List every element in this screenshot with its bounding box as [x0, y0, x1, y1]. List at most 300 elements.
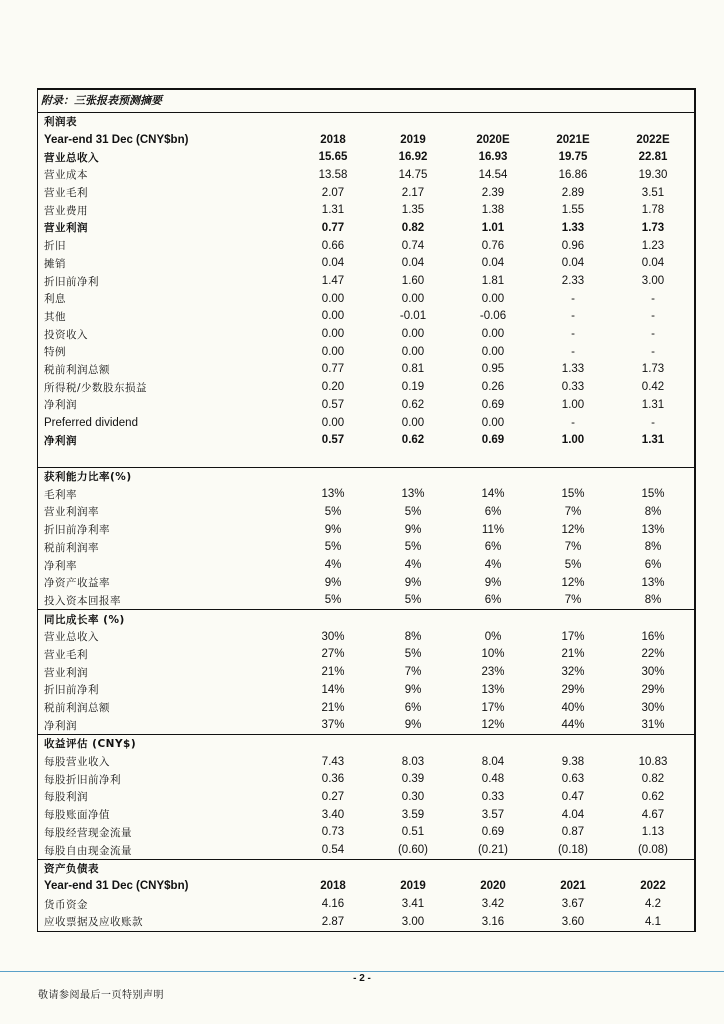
value-cell: 1.73 [641, 363, 665, 376]
value-cell: 13.58 [318, 168, 348, 181]
value-cell: 1.00 [561, 434, 585, 447]
value-cell: 4% [404, 559, 422, 572]
value-cell: 4.67 [641, 808, 665, 821]
section-heading-row [38, 860, 694, 878]
row-label: 营业利润 [44, 222, 88, 235]
value-cell: 11% [481, 523, 505, 536]
value-cell: 0.00 [401, 328, 425, 341]
table-row [38, 699, 694, 717]
value-cell: 1.33 [561, 221, 585, 234]
value-cell: 0.00 [321, 310, 345, 323]
row-label: Preferred dividend [44, 416, 138, 429]
value-cell: - [571, 328, 575, 341]
table-row [38, 681, 694, 699]
year-header: 2021E [556, 133, 590, 146]
value-cell: 14.54 [478, 168, 508, 181]
section-heading-row [38, 113, 694, 131]
value-cell: 1.01 [481, 221, 505, 234]
value-cell: 5% [564, 559, 582, 572]
value-cell: 3.60 [561, 915, 585, 928]
table-row [38, 841, 694, 859]
value-cell: 0.54 [321, 844, 345, 857]
row-label: 净利率 [44, 559, 77, 572]
value-cell: 44% [561, 719, 585, 732]
profitability-heading: 获利能力比率(%) [44, 471, 132, 484]
table-row [38, 574, 694, 592]
value-cell: -0.06 [479, 310, 507, 323]
row-label: 每股账面净值 [44, 809, 110, 822]
value-cell: 32% [561, 666, 585, 679]
table-row [38, 895, 694, 913]
row-label: 应收票据及应收账款 [44, 916, 143, 929]
value-cell: 13% [481, 683, 505, 696]
row-label: 毛利率 [44, 488, 77, 501]
value-cell: 0.00 [401, 292, 425, 305]
year-end-label: Year-end 31 Dec (CNY$bn) [44, 880, 189, 893]
value-cell: 22% [641, 648, 665, 661]
table-row [38, 913, 694, 931]
value-cell: 0.69 [481, 398, 505, 411]
value-cell: 5% [404, 594, 422, 607]
value-cell: 8.04 [481, 755, 505, 768]
value-cell: 3.67 [561, 898, 585, 911]
page-number: - 2 - [353, 973, 371, 984]
value-cell: 3.00 [401, 915, 425, 928]
value-cell: 0.00 [321, 345, 345, 358]
value-cell: 9.38 [561, 755, 585, 768]
table-row [38, 148, 694, 166]
value-cell: 0.19 [401, 381, 425, 394]
value-cell: 0.66 [321, 239, 345, 252]
table-row [38, 219, 694, 237]
value-cell: 0.04 [401, 257, 425, 270]
value-cell: 1.31 [641, 398, 665, 411]
value-cell: - [571, 310, 575, 323]
value-cell: 6% [404, 701, 422, 714]
value-cell: 16.86 [558, 168, 588, 181]
income-heading: 利润表 [44, 116, 77, 129]
valuation-rows [38, 753, 694, 859]
value-cell: 0.26 [481, 381, 505, 394]
value-cell: 1.38 [481, 204, 505, 217]
section-heading-row [38, 735, 694, 753]
table-row [38, 378, 694, 396]
value-cell: 0.62 [401, 434, 425, 447]
value-cell: 0% [484, 630, 502, 643]
value-cell: 21% [321, 701, 345, 714]
income-statement-section [38, 113, 694, 468]
year-end-label: Year-end 31 Dec (CNY$bn) [44, 133, 189, 146]
value-cell: 0.63 [561, 773, 585, 786]
row-label: 营业成本 [44, 169, 88, 182]
value-cell: 14.75 [398, 168, 428, 181]
row-label: 营业总收入 [44, 631, 99, 644]
value-cell: 0.33 [561, 381, 585, 394]
value-cell: 5% [404, 505, 422, 518]
value-cell: 8% [644, 505, 662, 518]
value-cell: 30% [641, 701, 665, 714]
row-label: 每股营业收入 [44, 756, 110, 769]
value-cell: 0.57 [321, 434, 345, 447]
value-cell: 6% [484, 541, 502, 554]
table-row [38, 556, 694, 574]
year-header: 2020 [480, 880, 506, 893]
table-row [38, 255, 694, 273]
value-cell: 13% [401, 488, 425, 501]
value-cell: 9% [404, 576, 422, 589]
year-header: 2020E [476, 133, 510, 146]
value-cell: 2.17 [401, 186, 425, 199]
year-header: 2021 [560, 880, 586, 893]
table-row [38, 343, 694, 361]
value-cell: 0.00 [401, 345, 425, 358]
value-cell: 29% [641, 683, 665, 696]
value-cell: (0.08) [637, 844, 669, 857]
growth-heading: 同比成长率 (%) [44, 613, 125, 626]
growth-section [38, 610, 694, 735]
value-cell: 5% [404, 648, 422, 661]
value-cell: 7% [564, 594, 582, 607]
row-label: 税前利润率 [44, 541, 99, 554]
value-cell: 0.27 [321, 790, 345, 803]
value-cell: - [651, 345, 655, 358]
value-cell: 0.20 [321, 381, 345, 394]
table-row [38, 788, 694, 806]
value-cell: (0.60) [397, 844, 429, 857]
value-cell: 0.57 [321, 398, 345, 411]
value-cell: 3.51 [641, 186, 665, 199]
value-cell: 3.40 [321, 808, 345, 821]
balance-heading: 资产负债表 [44, 863, 99, 876]
row-label: 货币资金 [44, 898, 88, 911]
table-row [38, 290, 694, 308]
value-cell: 0.00 [321, 292, 345, 305]
table-row [38, 753, 694, 771]
row-label: 净利润 [44, 434, 77, 447]
value-cell: 1.81 [481, 275, 505, 288]
row-label: 投资收入 [44, 328, 88, 341]
value-cell: 0.42 [641, 381, 665, 394]
table-row [38, 308, 694, 326]
row-label: 折旧前净利 [44, 275, 99, 288]
row-label: 营业利润率 [44, 506, 99, 519]
value-cell: 10% [481, 648, 505, 661]
financial-summary-table [37, 88, 696, 932]
value-cell: 3.00 [641, 275, 665, 288]
value-cell: 16.92 [398, 151, 428, 164]
value-cell: 2.39 [481, 186, 505, 199]
value-cell: 30% [641, 666, 665, 679]
value-cell: 7.43 [321, 755, 345, 768]
value-cell: 3.41 [401, 898, 425, 911]
value-cell: 10.83 [638, 755, 668, 768]
value-cell: 9% [404, 683, 422, 696]
value-cell: 0.04 [561, 257, 585, 270]
row-label: 折旧前净利 [44, 684, 99, 697]
year-header: 2019 [400, 133, 426, 146]
row-label: 所得税/少数股东损益 [44, 381, 148, 394]
value-cell: 29% [561, 683, 585, 696]
value-cell: 1.31 [641, 434, 665, 447]
value-cell: 0.36 [321, 773, 345, 786]
value-cell: 0.00 [401, 416, 425, 429]
row-label: 每股自由现金流量 [44, 844, 132, 857]
value-cell: 13% [641, 576, 665, 589]
value-cell: 1.23 [641, 239, 665, 252]
section-heading-row [38, 610, 694, 628]
valuation-heading: 收益评估 (CNY$) [44, 738, 137, 751]
value-cell: 1.35 [401, 204, 425, 217]
value-cell: 0.62 [641, 790, 665, 803]
value-cell: 3.59 [401, 808, 425, 821]
value-cell: 7% [404, 666, 422, 679]
table-row [38, 628, 694, 646]
value-cell: 0.69 [481, 826, 505, 839]
row-label: 利息 [44, 293, 66, 306]
disclaimer-text: 敬请参阅最后一页特别声明 [38, 990, 164, 1001]
value-cell: 0.81 [401, 363, 425, 376]
year-header: 2019 [400, 880, 426, 893]
value-cell: 15% [641, 488, 665, 501]
profitability-rows [38, 485, 694, 609]
value-cell: - [571, 416, 575, 429]
profitability-section [38, 468, 694, 611]
balance-sheet-section [38, 860, 694, 931]
table-row [38, 272, 694, 290]
value-cell: 0.69 [481, 434, 505, 447]
table-row [38, 201, 694, 219]
table-row [38, 663, 694, 681]
value-cell: 4.16 [321, 898, 345, 911]
value-cell: 1.78 [641, 204, 665, 217]
value-cell: (0.21) [477, 844, 509, 857]
value-cell: 1.73 [641, 221, 665, 234]
value-cell: 0.74 [401, 239, 425, 252]
balance-rows [38, 895, 694, 930]
value-cell: 37% [321, 719, 345, 732]
value-cell: 13% [321, 488, 345, 501]
year-header: 2022E [636, 133, 670, 146]
table-row [38, 592, 694, 610]
year-header: 2018 [320, 133, 346, 146]
value-cell: 1.47 [321, 275, 345, 288]
value-cell: - [651, 416, 655, 429]
value-cell: 0.30 [401, 790, 425, 803]
value-cell: 19.30 [638, 168, 668, 181]
value-cell: 9% [404, 719, 422, 732]
growth-rows [38, 628, 694, 734]
value-cell: 5% [404, 541, 422, 554]
row-label: 净利润 [44, 719, 77, 732]
table-row [38, 184, 694, 202]
value-cell: 40% [561, 701, 585, 714]
value-cell: 1.13 [641, 826, 665, 839]
value-cell: 30% [321, 630, 345, 643]
value-cell: 0.51 [401, 826, 425, 839]
value-cell: 8.03 [401, 755, 425, 768]
value-cell: 0.04 [481, 257, 505, 270]
value-cell: 9% [404, 523, 422, 536]
value-cell: 4.2 [645, 898, 661, 911]
section-heading-row [38, 468, 694, 486]
value-cell: 12% [561, 523, 585, 536]
value-cell: 5% [324, 505, 342, 518]
value-cell: 0.39 [401, 773, 425, 786]
value-cell: - [651, 292, 655, 305]
value-cell: 0.82 [641, 773, 665, 786]
row-label: 净利润 [44, 399, 77, 412]
value-cell: 0.00 [481, 345, 505, 358]
value-cell: 9% [324, 523, 342, 536]
value-cell: 6% [484, 594, 502, 607]
value-cell: 5% [324, 541, 342, 554]
value-cell: 1.60 [401, 275, 425, 288]
value-cell: 17% [561, 630, 585, 643]
table-row [38, 431, 694, 449]
row-label: 营业毛利 [44, 187, 88, 200]
value-cell: 23% [481, 666, 505, 679]
table-title: 附录：三张报表预测摘要 [38, 90, 694, 113]
valuation-section [38, 735, 694, 860]
table-row [38, 325, 694, 343]
value-cell: -0.01 [399, 310, 427, 323]
income-rows [38, 148, 694, 449]
value-cell: 12% [561, 576, 585, 589]
row-label: 营业费用 [44, 204, 88, 217]
table-row [38, 824, 694, 842]
value-cell: 1.31 [321, 204, 345, 217]
row-label: 折旧前净利率 [44, 524, 110, 537]
value-cell: 0.62 [401, 398, 425, 411]
row-label: 净资产收益率 [44, 577, 110, 590]
table-row [38, 396, 694, 414]
value-cell: 0.00 [481, 416, 505, 429]
table-row [38, 770, 694, 788]
value-cell: 3.42 [481, 898, 505, 911]
table-row [38, 485, 694, 503]
year-header: 2022 [640, 880, 666, 893]
value-cell: 3.16 [481, 915, 505, 928]
value-cell: - [571, 292, 575, 305]
value-cell: 8% [644, 594, 662, 607]
value-cell: 0.87 [561, 826, 585, 839]
value-cell: 4% [484, 559, 502, 572]
value-cell: 4.1 [645, 915, 661, 928]
value-cell: 1.55 [561, 204, 585, 217]
value-cell: 17% [481, 701, 505, 714]
table-row [38, 539, 694, 557]
value-cell: (0.18) [557, 844, 589, 857]
value-cell: 27% [321, 648, 345, 661]
value-cell: 0.82 [401, 221, 425, 234]
year-header-row [38, 878, 694, 896]
value-cell: 9% [484, 576, 502, 589]
value-cell: - [571, 345, 575, 358]
value-cell: 6% [644, 559, 662, 572]
value-cell: 0.04 [321, 257, 345, 270]
row-label: 税前利润总额 [44, 702, 110, 715]
value-cell: 19.75 [558, 151, 588, 164]
value-cell: - [651, 310, 655, 323]
value-cell: 0.00 [481, 292, 505, 305]
value-cell: 0.47 [561, 790, 585, 803]
value-cell: 1.00 [561, 398, 585, 411]
table-row [38, 646, 694, 664]
value-cell: 0.00 [321, 416, 345, 429]
table-row [38, 521, 694, 539]
value-cell: 0.76 [481, 239, 505, 252]
value-cell: 0.04 [641, 257, 665, 270]
table-row [38, 806, 694, 824]
value-cell: 0.73 [321, 826, 345, 839]
value-cell: 0.95 [481, 363, 505, 376]
value-cell: 4% [324, 559, 342, 572]
value-cell: 13% [641, 523, 665, 536]
value-cell: 0.77 [321, 221, 345, 234]
value-cell: 15% [561, 488, 585, 501]
value-cell: 16.93 [478, 151, 508, 164]
value-cell: 0.00 [321, 328, 345, 341]
table-row [38, 237, 694, 255]
value-cell: 9% [324, 576, 342, 589]
row-label: 税前利润总额 [44, 363, 110, 376]
value-cell: 12% [481, 719, 505, 732]
value-cell: 0.48 [481, 773, 505, 786]
table-row [38, 716, 694, 734]
value-cell: 15.65 [318, 151, 348, 164]
value-cell: 8% [404, 630, 422, 643]
spacer-row [38, 449, 694, 467]
year-header-row [38, 131, 694, 149]
value-cell: 1.33 [561, 363, 585, 376]
row-label: 营业利润 [44, 666, 88, 679]
row-label: 每股折旧前净利 [44, 773, 121, 786]
footer-divider [0, 971, 724, 972]
value-cell: 21% [321, 666, 345, 679]
value-cell: 2.07 [321, 186, 345, 199]
row-label: 折旧 [44, 240, 66, 253]
value-cell: 4.04 [561, 808, 585, 821]
row-label: 摊销 [44, 257, 66, 270]
value-cell: 0.96 [561, 239, 585, 252]
table-row [38, 166, 694, 184]
value-cell: 2.89 [561, 186, 585, 199]
table-row [38, 361, 694, 379]
row-label: 每股利润 [44, 791, 88, 804]
value-cell: 14% [321, 683, 345, 696]
value-cell: 0.00 [481, 328, 505, 341]
value-cell: 8% [644, 541, 662, 554]
row-label: 特例 [44, 346, 66, 359]
value-cell: 5% [324, 594, 342, 607]
value-cell: 2.87 [321, 915, 345, 928]
value-cell: - [651, 328, 655, 341]
value-cell: 2.33 [561, 275, 585, 288]
table-row [38, 414, 694, 432]
row-label: 其他 [44, 310, 66, 323]
value-cell: 14% [481, 488, 505, 501]
value-cell: 21% [561, 648, 585, 661]
row-label: 投入资本回报率 [44, 594, 121, 607]
year-header: 2018 [320, 880, 346, 893]
value-cell: 6% [484, 505, 502, 518]
value-cell: 0.77 [321, 363, 345, 376]
value-cell: 22.81 [638, 151, 668, 164]
row-label: 营业毛利 [44, 648, 88, 661]
table-row [38, 503, 694, 521]
value-cell: 7% [564, 505, 582, 518]
value-cell: 16% [641, 630, 665, 643]
